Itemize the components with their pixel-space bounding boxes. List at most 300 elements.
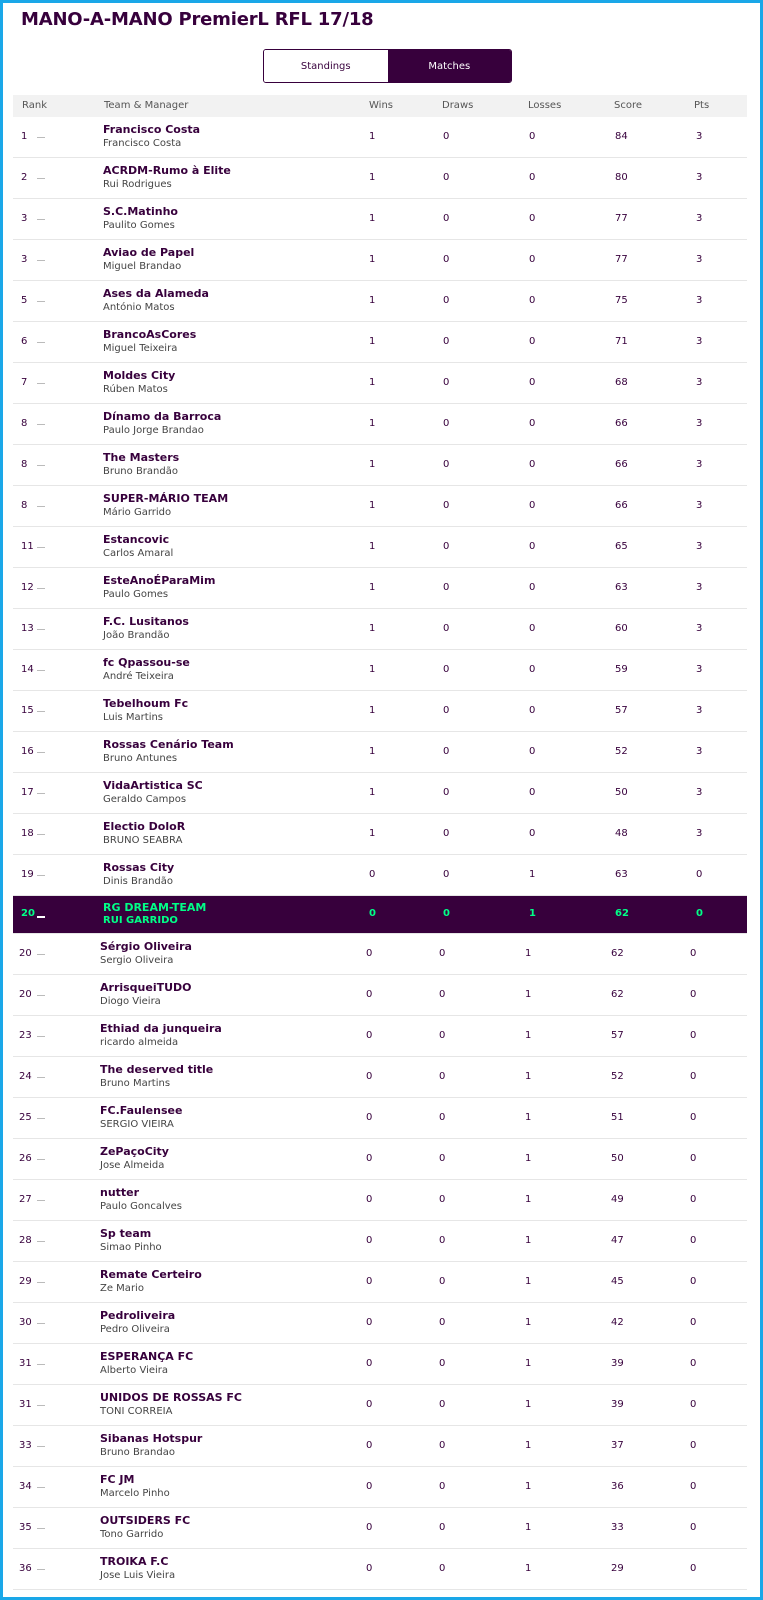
losses-cell: 0 [529, 541, 536, 552]
manager-name: Paulo Jorge Brandao [103, 425, 204, 436]
manager-name: Ze Mario [100, 1283, 144, 1294]
rank-cell: 12 [21, 582, 34, 593]
no-change-icon [37, 137, 45, 138]
manager-name: Luis Martins [103, 712, 164, 723]
team-name[interactable]: Francisco Costa [103, 123, 201, 136]
losses-cell: 1 [525, 1358, 532, 1369]
manager-name: Alberto Vieira [100, 1365, 169, 1376]
pts-cell: 0 [690, 1358, 697, 1369]
draws-cell: 0 [439, 1030, 446, 1041]
losses-cell: 1 [525, 1276, 532, 1287]
score-cell: 37 [611, 1440, 624, 1451]
manager-name: Geraldo Campos [103, 794, 187, 805]
manager-name: André Teixeira [103, 671, 174, 682]
no-change-icon [37, 178, 45, 179]
team-name[interactable]: FC JM [100, 1473, 135, 1486]
wins-cell: 0 [366, 1358, 373, 1369]
score-cell: 62 [611, 989, 624, 1000]
losses-cell: 1 [525, 1071, 532, 1082]
draws-cell: 0 [443, 295, 450, 306]
pts-cell: 0 [690, 1194, 697, 1205]
draws-cell: 0 [443, 705, 450, 716]
manager-name: Diogo Vieira [100, 996, 161, 1007]
wins-cell: 1 [369, 336, 376, 347]
header-losses: Losses [528, 100, 562, 111]
score-cell: 45 [611, 1276, 624, 1287]
draws-cell: 0 [443, 131, 450, 142]
pts-cell: 3 [696, 828, 703, 839]
draws-cell: 0 [439, 1071, 446, 1082]
losses-cell: 0 [529, 172, 536, 183]
team-name[interactable]: Pedroliveira [100, 1309, 176, 1322]
table-row[interactable] [13, 322, 747, 363]
table-row[interactable] [13, 527, 747, 568]
losses-cell: 1 [525, 1194, 532, 1205]
table-row[interactable] [13, 1467, 747, 1508]
rank-cell: 26 [19, 1153, 32, 1164]
rank-cell: 8 [21, 500, 28, 511]
team-name[interactable]: Sp team [100, 1227, 152, 1240]
rank-cell: 2 [21, 172, 28, 183]
standings-table [13, 117, 747, 1590]
wins-cell: 0 [366, 1235, 373, 1246]
losses-cell: 1 [525, 1030, 532, 1041]
table-row[interactable] [13, 240, 747, 281]
losses-cell: 1 [525, 1235, 532, 1246]
score-cell: 71 [615, 336, 628, 347]
score-cell: 75 [615, 295, 628, 306]
team-name[interactable]: S.C.Matinho [103, 205, 178, 218]
wins-cell: 0 [369, 869, 376, 880]
manager-name: Paulo Gomes [103, 589, 169, 600]
no-change-icon [37, 506, 45, 507]
wins-cell: 0 [366, 1399, 373, 1410]
losses-cell: 0 [529, 623, 536, 634]
draws-cell: 0 [439, 989, 446, 1000]
manager-name: RUI GARRIDO [103, 915, 178, 926]
wins-cell: 1 [369, 541, 376, 552]
wins-cell: 0 [366, 1030, 373, 1041]
no-change-icon [37, 1200, 45, 1201]
losses-cell: 0 [529, 500, 536, 511]
team-name[interactable]: Tebelhoum Fc [103, 697, 189, 710]
score-cell: 84 [615, 131, 628, 142]
wins-cell: 1 [369, 418, 376, 429]
team-name[interactable]: Sérgio Oliveira [100, 940, 192, 953]
team-name[interactable]: TROIKA F.C [100, 1555, 169, 1568]
wins-cell: 0 [366, 1481, 373, 1492]
table-row[interactable] [13, 158, 747, 199]
table-row[interactable] [13, 117, 747, 158]
pts-cell: 3 [696, 418, 703, 429]
rank-cell: 18 [21, 828, 34, 839]
wins-cell: 1 [369, 295, 376, 306]
wins-cell: 1 [369, 377, 376, 388]
rank-cell: 13 [21, 623, 34, 634]
table-row[interactable] [13, 1098, 747, 1139]
table-row[interactable] [13, 855, 747, 896]
team-name[interactable]: OUTSIDERS FC [100, 1514, 191, 1527]
losses-cell: 0 [529, 131, 536, 142]
table-row[interactable] [13, 363, 747, 404]
manager-name: Rúben Matos [103, 384, 168, 395]
pts-cell: 0 [690, 1563, 697, 1574]
pts-cell: 3 [696, 500, 703, 511]
no-change-icon [37, 342, 45, 343]
wins-cell: 0 [366, 989, 373, 1000]
draws-cell: 0 [439, 1112, 446, 1123]
pts-cell: 3 [696, 131, 703, 142]
losses-cell: 1 [525, 1317, 532, 1328]
wins-cell: 1 [369, 746, 376, 757]
losses-cell: 0 [529, 664, 536, 675]
rank-cell: 16 [21, 746, 34, 757]
score-cell: 50 [611, 1153, 624, 1164]
wins-cell: 0 [366, 1112, 373, 1123]
draws-cell: 0 [439, 1276, 446, 1287]
losses-cell: 0 [529, 705, 536, 716]
no-change-icon [37, 1364, 45, 1365]
table-row[interactable] [13, 609, 747, 650]
score-cell: 62 [611, 948, 624, 959]
wins-cell: 0 [366, 1522, 373, 1533]
table-row[interactable] [13, 1221, 747, 1262]
rank-cell: 20 [19, 989, 32, 1000]
wins-cell: 0 [366, 1194, 373, 1205]
draws-cell: 0 [443, 582, 450, 593]
score-cell: 68 [615, 377, 628, 388]
draws-cell: 0 [443, 787, 450, 798]
rank-cell: 30 [19, 1317, 32, 1328]
no-change-icon [37, 1569, 45, 1570]
score-cell: 63 [615, 582, 628, 593]
draws-cell: 0 [439, 1481, 446, 1492]
table-row[interactable] [13, 1344, 747, 1385]
wins-cell: 1 [369, 623, 376, 634]
no-change-icon [37, 875, 45, 876]
rank-cell: 3 [21, 254, 28, 265]
table-row[interactable] [13, 199, 747, 240]
rank-cell: 20 [21, 908, 35, 919]
losses-cell: 1 [529, 869, 536, 880]
no-change-icon [37, 1487, 45, 1488]
page-title: MANO-A-MANO PremierL RFL 17/18 [21, 9, 374, 30]
pts-cell: 3 [696, 787, 703, 798]
wins-cell: 0 [366, 1071, 373, 1082]
team-name[interactable]: Electio DoloR [103, 820, 186, 833]
score-cell: 33 [611, 1522, 624, 1533]
rank-cell: 35 [19, 1522, 32, 1533]
team-name[interactable]: The Masters [103, 451, 180, 464]
table-row[interactable] [13, 814, 747, 855]
rank-cell: 23 [19, 1030, 32, 1041]
score-cell: 57 [615, 705, 628, 716]
team-name[interactable]: UNIDOS DE ROSSAS FC [100, 1391, 242, 1404]
team-name[interactable]: Rossas City [103, 861, 175, 874]
rank-cell: 17 [21, 787, 34, 798]
wins-cell: 1 [369, 828, 376, 839]
wins-cell: 1 [369, 459, 376, 470]
no-change-icon [37, 547, 45, 548]
manager-name: Bruno Martins [100, 1078, 171, 1089]
rank-cell: 24 [19, 1071, 32, 1082]
rank-cell: 29 [19, 1276, 32, 1287]
team-name[interactable]: VidaArtistica SC [103, 779, 203, 792]
score-cell: 65 [615, 541, 628, 552]
draws-cell: 0 [443, 254, 450, 265]
losses-cell: 1 [525, 989, 532, 1000]
draws-cell: 0 [439, 1235, 446, 1246]
table-row[interactable] [13, 732, 747, 773]
table-row[interactable] [13, 1057, 747, 1098]
manager-name: Pedro Oliveira [100, 1324, 170, 1335]
manager-name: Jose Luis Vieira [100, 1570, 176, 1581]
team-name[interactable]: ArrisqueiTUDO [100, 981, 192, 994]
draws-cell: 0 [439, 1440, 446, 1451]
losses-cell: 0 [529, 787, 536, 798]
rank-cell: 27 [19, 1194, 32, 1205]
pts-cell: 0 [690, 1522, 697, 1533]
no-change-icon [37, 588, 45, 589]
rank-cell: 11 [21, 541, 34, 552]
team-name[interactable]: ACRDM-Rumo à Elite [103, 164, 231, 177]
losses-cell: 1 [525, 948, 532, 959]
no-change-icon [37, 1528, 45, 1529]
manager-name: Paulo Goncalves [100, 1201, 183, 1212]
team-name[interactable]: BrancoAsCores [103, 328, 197, 341]
no-change-icon [37, 1241, 45, 1242]
score-cell: 36 [611, 1481, 624, 1492]
rank-cell: 3 [21, 213, 28, 224]
no-change-icon [37, 1405, 45, 1406]
pts-cell: 0 [690, 989, 697, 1000]
no-change-icon [37, 260, 45, 261]
table-row[interactable] [13, 281, 747, 322]
losses-cell: 0 [529, 459, 536, 470]
losses-cell: 1 [525, 1112, 532, 1123]
team-name[interactable]: EsteAnoÉParaMim [103, 574, 216, 587]
table-row[interactable] [13, 1016, 747, 1057]
team-name[interactable]: RG DREAM-TEAM [103, 901, 207, 914]
table-row[interactable] [13, 1139, 747, 1180]
wins-cell: 1 [369, 705, 376, 716]
draws-cell: 0 [439, 1563, 446, 1574]
draws-cell: 0 [439, 1358, 446, 1369]
team-name[interactable]: ESPERANÇA FC [100, 1350, 194, 1363]
table-row[interactable] [13, 1426, 747, 1467]
table-row[interactable] [13, 1303, 747, 1344]
view-tabs [263, 49, 512, 83]
table-row-highlighted[interactable] [13, 896, 747, 934]
wins-cell: 1 [369, 213, 376, 224]
team-name[interactable]: F.C. Lusitanos [103, 615, 189, 628]
losses-cell: 1 [525, 1522, 532, 1533]
pts-cell: 0 [696, 908, 703, 919]
wins-cell: 0 [366, 1440, 373, 1451]
manager-name: Paulito Gomes [103, 220, 175, 231]
table-row[interactable] [13, 404, 747, 445]
draws-cell: 0 [443, 213, 450, 224]
score-cell: 39 [611, 1358, 624, 1369]
draws-cell: 0 [439, 948, 446, 959]
manager-name: Mário Garrido [103, 507, 172, 518]
rank-cell: 34 [19, 1481, 32, 1492]
score-cell: 39 [611, 1399, 624, 1410]
score-cell: 62 [615, 908, 629, 919]
team-name[interactable]: ZePaçoCity [100, 1145, 169, 1158]
wins-cell: 0 [366, 1563, 373, 1574]
pts-cell: 0 [690, 1071, 697, 1082]
losses-cell: 0 [529, 582, 536, 593]
losses-cell: 1 [525, 1399, 532, 1410]
pts-cell: 3 [696, 213, 703, 224]
wins-cell: 0 [366, 1153, 373, 1164]
team-name[interactable]: FC.Faulensee [100, 1104, 183, 1117]
rank-cell: 31 [19, 1358, 32, 1369]
draws-cell: 0 [443, 664, 450, 675]
losses-cell: 0 [529, 295, 536, 306]
no-change-icon [37, 629, 45, 630]
manager-name: Miguel Teixeira [103, 343, 178, 354]
manager-name: Carlos Amaral [103, 548, 174, 559]
pts-cell: 3 [696, 664, 703, 675]
rank-cell: 1 [21, 131, 28, 142]
team-name[interactable]: Remate Certeiro [100, 1268, 202, 1281]
team-name[interactable]: Rossas Cenário Team [103, 738, 234, 751]
pts-cell: 0 [690, 948, 697, 959]
rank-cell: 8 [21, 459, 28, 470]
draws-cell: 0 [443, 746, 450, 757]
draws-cell: 0 [439, 1317, 446, 1328]
no-change-icon [37, 383, 45, 384]
no-change-icon [37, 1036, 45, 1037]
rank-cell: 25 [19, 1112, 32, 1123]
team-name[interactable]: Estancovic [103, 533, 170, 546]
team-name[interactable]: The deserved title [100, 1063, 214, 1076]
losses-cell: 1 [529, 908, 536, 919]
no-change-icon [37, 954, 45, 955]
manager-name: BRUNO SEABRA [103, 835, 183, 846]
team-name[interactable]: Dínamo da Barroca [103, 410, 222, 423]
rank-cell: 28 [19, 1235, 32, 1246]
draws-cell: 0 [439, 1399, 446, 1410]
wins-cell: 1 [369, 664, 376, 675]
team-name[interactable]: Ases da Alameda [103, 287, 209, 300]
table-row[interactable] [13, 1385, 747, 1426]
score-cell: 66 [615, 500, 628, 511]
team-name[interactable]: Moldes City [103, 369, 176, 382]
score-cell: 77 [615, 254, 628, 265]
score-cell: 77 [615, 213, 628, 224]
tab-matches[interactable]: Matches [388, 50, 512, 82]
rank-cell: 33 [19, 1440, 32, 1451]
table-row[interactable] [13, 1508, 747, 1549]
table-row[interactable] [13, 773, 747, 814]
losses-cell: 0 [529, 377, 536, 388]
table-row[interactable] [13, 1262, 747, 1303]
pts-cell: 3 [696, 623, 703, 634]
score-cell: 63 [615, 869, 628, 880]
no-change-icon [37, 834, 45, 835]
score-cell: 59 [615, 664, 628, 675]
losses-cell: 1 [525, 1563, 532, 1574]
wins-cell: 1 [369, 787, 376, 798]
pts-cell: 0 [690, 1112, 697, 1123]
no-change-icon [37, 301, 45, 302]
team-name[interactable]: Aviao de Papel [103, 246, 195, 259]
team-name[interactable]: Ethiad da junqueira [100, 1022, 222, 1035]
no-change-icon [37, 1077, 45, 1078]
no-change-icon [37, 1323, 45, 1324]
header-wins: Wins [369, 100, 393, 111]
no-change-icon [37, 752, 45, 753]
manager-name: Marcelo Pinho [100, 1488, 170, 1499]
score-cell: 50 [615, 787, 628, 798]
no-change-icon [37, 1118, 45, 1119]
pts-cell: 0 [690, 1481, 697, 1492]
pts-cell: 3 [696, 172, 703, 183]
table-row[interactable] [13, 1180, 747, 1221]
wins-cell: 1 [369, 582, 376, 593]
pts-cell: 3 [696, 746, 703, 757]
team-name[interactable]: SUPER-MÁRIO TEAM [103, 492, 229, 505]
table-row[interactable] [13, 691, 747, 732]
table-row[interactable] [13, 650, 747, 691]
score-cell: 52 [611, 1071, 624, 1082]
score-cell: 57 [611, 1030, 624, 1041]
no-change-icon [37, 916, 45, 918]
pts-cell: 3 [696, 254, 703, 265]
table-row[interactable] [13, 445, 747, 486]
draws-cell: 0 [443, 459, 450, 470]
manager-name: Francisco Costa [103, 138, 182, 149]
rank-cell: 14 [21, 664, 34, 675]
pts-cell: 0 [696, 869, 703, 880]
score-cell: 60 [615, 623, 628, 634]
wins-cell: 0 [369, 908, 376, 919]
score-cell: 49 [611, 1194, 624, 1205]
pts-cell: 3 [696, 336, 703, 347]
no-change-icon [37, 219, 45, 220]
wins-cell: 1 [369, 254, 376, 265]
team-name[interactable]: nutter [100, 1186, 140, 1199]
rank-cell: 8 [21, 418, 28, 429]
losses-cell: 1 [525, 1153, 532, 1164]
score-cell: 51 [611, 1112, 624, 1123]
manager-name: Jose Almeida [100, 1160, 165, 1171]
tab-standings[interactable]: Standings [264, 50, 388, 82]
table-row[interactable] [13, 1549, 747, 1590]
wins-cell: 0 [366, 948, 373, 959]
header-rank: Rank [22, 100, 47, 111]
losses-cell: 0 [529, 336, 536, 347]
pts-cell: 3 [696, 377, 703, 388]
rank-cell: 6 [21, 336, 28, 347]
no-change-icon [37, 1446, 45, 1447]
wins-cell: 0 [366, 1276, 373, 1287]
table-row[interactable] [13, 486, 747, 527]
pts-cell: 0 [690, 1030, 697, 1041]
table-header [13, 95, 747, 117]
table-row[interactable] [13, 975, 747, 1016]
no-change-icon [37, 1282, 45, 1283]
team-name[interactable]: fc Qpassou-se [103, 656, 190, 669]
losses-cell: 1 [525, 1440, 532, 1451]
table-row[interactable] [13, 568, 747, 609]
team-name[interactable]: Sibanas Hotspur [100, 1432, 203, 1445]
table-row[interactable] [13, 934, 747, 975]
pts-cell: 3 [696, 295, 703, 306]
